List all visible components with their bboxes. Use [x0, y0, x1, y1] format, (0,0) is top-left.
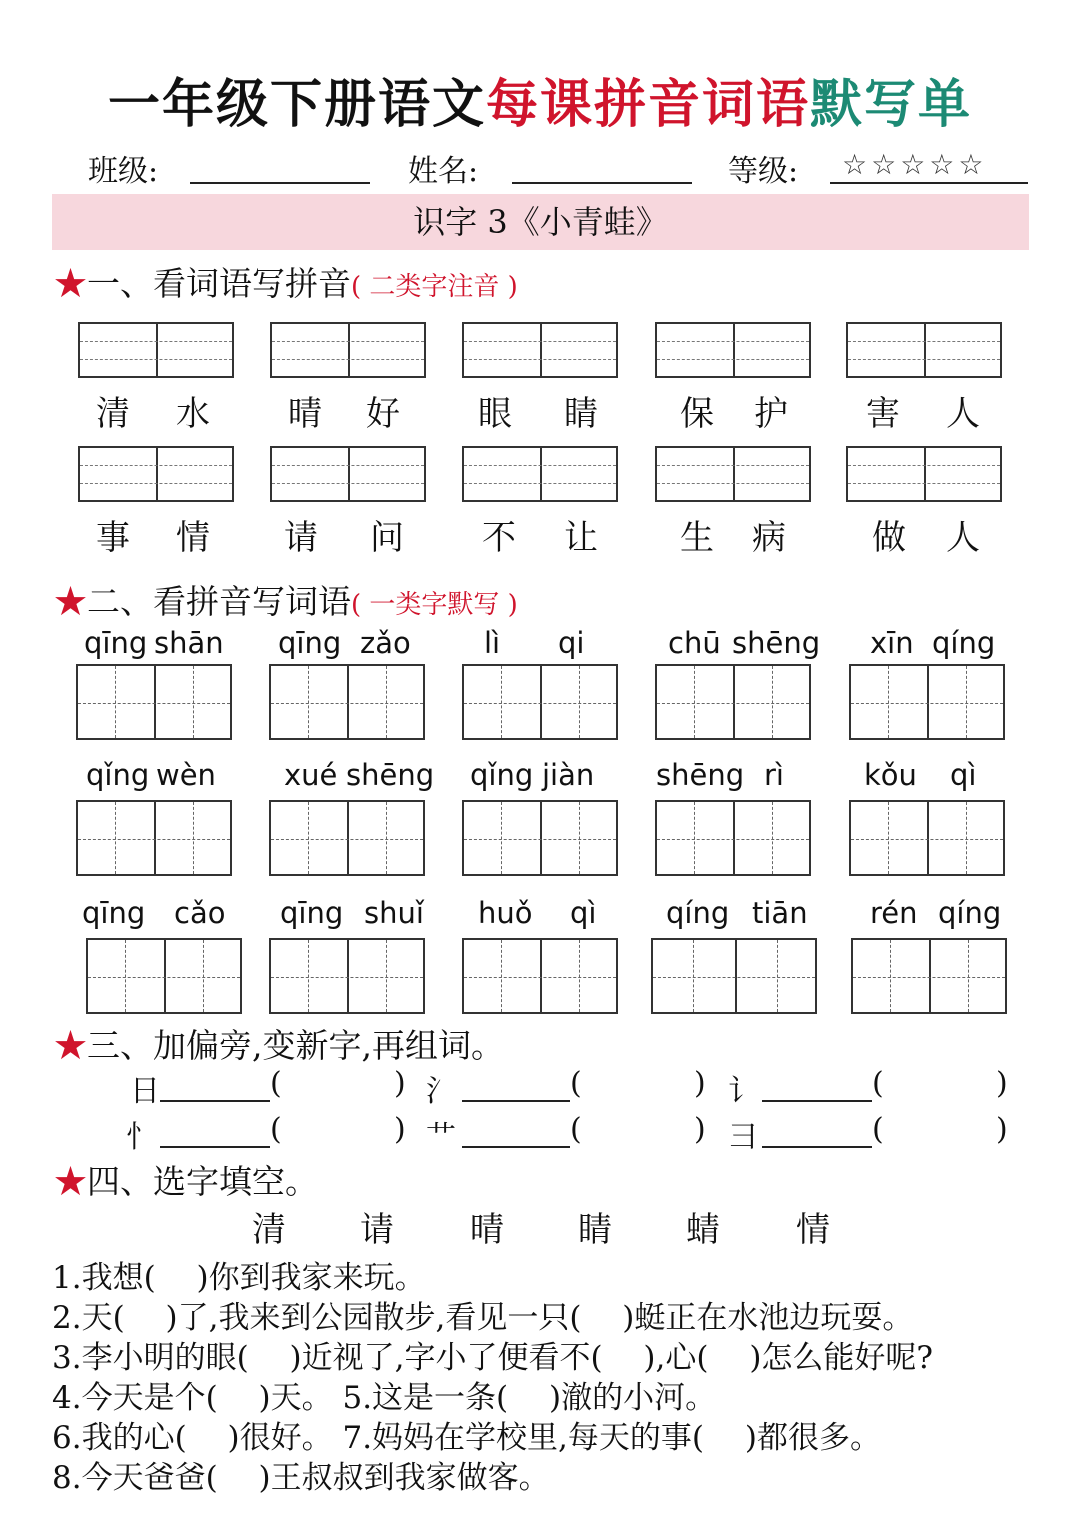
sentence-2: 2.天( )了,我来到公园散步,看见一只( )蜓正在水池边玩耍。 [52, 1300, 914, 1336]
pinyin-syllable: qīng [278, 626, 342, 660]
pinyin-syllable: huǒ [478, 896, 533, 930]
sentence-4-5: 4.今天是个( )天。 5.这是一条( )澈的小河。 [52, 1380, 717, 1416]
pinyin-syllable: qì [570, 896, 597, 930]
new-char-blank[interactable] [462, 1100, 570, 1102]
open-paren: ( [872, 1066, 884, 1101]
star-icon: ★ [54, 582, 87, 621]
pinyin-syllable: qīng [84, 626, 148, 660]
pinyin-writing-box[interactable] [655, 322, 811, 378]
word-char: 不 [482, 518, 516, 558]
open-paren: ( [872, 1112, 884, 1147]
section2-title: 二、看拼音写词语 [87, 582, 351, 621]
pinyin-writing-box[interactable] [655, 446, 811, 502]
star-icon: ★ [54, 264, 87, 303]
pinyin-syllable: qíng [938, 896, 1002, 930]
radical-grass: 艹 [426, 1120, 456, 1155]
section3-title: 三、加偏旁,变新字,再组词。 [87, 1026, 504, 1065]
section3-heading [54, 1020, 504, 1067]
open-paren: ( [570, 1112, 582, 1147]
pinyin-writing-box[interactable] [462, 322, 618, 378]
pinyin-syllable: rén [870, 896, 918, 930]
character-writing-grid[interactable] [851, 938, 1007, 1014]
pinyin-syllable: qíng [932, 626, 996, 660]
new-char-blank[interactable] [762, 1100, 872, 1102]
section2-heading [54, 576, 518, 623]
word-char: 病 [752, 518, 786, 558]
character-writing-grid[interactable] [76, 664, 232, 740]
pinyin-syllable: qì [950, 758, 977, 792]
word-char: 人 [946, 518, 980, 558]
pinyin-writing-box[interactable] [78, 322, 234, 378]
radical-water: 氵 [426, 1074, 456, 1109]
grade-field [830, 182, 1028, 184]
radical-heart: 忄 [126, 1120, 156, 1155]
section1-heading [54, 258, 518, 305]
choice-char: 请 [360, 1210, 394, 1250]
radical-speech: 讠 [728, 1074, 758, 1109]
section2-note: ( 一类字默写 ) [351, 590, 518, 620]
character-writing-grid[interactable] [269, 800, 425, 876]
section1-note: ( 二类字注音 ) [351, 272, 518, 302]
character-writing-grid[interactable] [849, 664, 1005, 740]
pinyin-syllable: xīn [870, 626, 914, 660]
pinyin-syllable: shān [154, 626, 224, 660]
close-paren: ) [394, 1066, 406, 1101]
pinyin-syllable: zǎo [360, 626, 411, 660]
pinyin-syllable: shuǐ [364, 896, 424, 930]
character-writing-grid[interactable] [462, 938, 618, 1014]
word-char: 让 [564, 518, 598, 558]
word-char: 睛 [564, 394, 598, 434]
word-char: 护 [754, 394, 788, 434]
new-char-blank[interactable] [160, 1146, 270, 1148]
pinyin-syllable: kǒu [864, 758, 917, 792]
choice-char: 情 [796, 1210, 830, 1250]
pinyin-writing-box[interactable] [78, 446, 234, 502]
close-paren: ) [996, 1112, 1008, 1147]
word-char: 事 [96, 518, 130, 558]
word-char: 做 [872, 518, 906, 558]
character-writing-grid[interactable] [462, 664, 618, 740]
word-char: 人 [946, 394, 980, 434]
sentence-6-7: 6.我的心( )很好。 7.妈妈在学校里,每天的事( )都很多。 [52, 1420, 881, 1456]
choice-char: 蜻 [686, 1210, 720, 1250]
star-icon: ★ [54, 1026, 87, 1065]
character-writing-grid[interactable] [269, 938, 425, 1014]
class-label: 班级: [88, 154, 159, 189]
sentence-8: 8.今天爸爸( )王叔叔到我家做客。 [52, 1460, 550, 1496]
choice-char: 睛 [578, 1210, 612, 1250]
sentence-1: 1.我想( )你到我家来玩。 [52, 1260, 426, 1296]
word-char: 清 [96, 394, 130, 434]
pinyin-syllable: qǐng [86, 758, 150, 792]
close-paren: ) [996, 1066, 1008, 1101]
word-char: 请 [284, 518, 318, 558]
pinyin-writing-box[interactable] [270, 446, 426, 502]
word-char: 情 [176, 518, 210, 558]
close-paren: ) [694, 1112, 706, 1147]
pinyin-writing-box[interactable] [846, 446, 1002, 502]
new-char-blank[interactable] [462, 1146, 570, 1148]
character-writing-grid[interactable] [651, 938, 817, 1014]
word-char: 害 [866, 394, 900, 434]
pinyin-writing-box[interactable] [846, 322, 1002, 378]
pinyin-syllable: cǎo [174, 896, 226, 930]
pinyin-syllable: shēng [656, 758, 745, 792]
character-writing-grid[interactable] [76, 800, 232, 876]
pinyin-syllable: qǐng [470, 758, 534, 792]
word-char: 问 [370, 518, 404, 558]
section4-title: 四、选字填空。 [87, 1162, 318, 1201]
name-field[interactable] [512, 182, 692, 184]
word-char: 保 [680, 394, 714, 434]
open-paren: ( [270, 1066, 282, 1101]
pinyin-syllable: xué [284, 758, 338, 792]
word-char: 晴 [288, 394, 322, 434]
open-paren: ( [570, 1066, 582, 1101]
choice-char: 晴 [470, 1210, 504, 1250]
sentence-3: 3.李小明的眼( )近视了,字小了便看不( ),心( )怎么能好呢? [52, 1340, 934, 1376]
character-writing-grid[interactable] [849, 800, 1005, 876]
pinyin-syllable: qíng [666, 896, 730, 930]
character-writing-grid[interactable] [462, 800, 618, 876]
pinyin-syllable: qīng [82, 896, 146, 930]
word-char: 水 [176, 394, 210, 434]
lesson-banner: 识字 3《小青蛙》 [52, 194, 1029, 250]
pinyin-syllable: jiàn [542, 758, 595, 792]
section1-title: 一、看词语写拼音 [87, 264, 351, 303]
new-char-blank[interactable] [762, 1146, 872, 1148]
pinyin-syllable: wèn [156, 758, 216, 792]
word-char: 好 [366, 394, 400, 434]
pinyin-syllable: lì [484, 626, 501, 660]
character-writing-grid[interactable] [269, 664, 425, 740]
pinyin-syllable: qi [558, 626, 585, 660]
choice-char: 清 [252, 1210, 286, 1250]
title-part-3: 默写单 [810, 74, 973, 135]
pinyin-syllable: rì [764, 758, 784, 792]
open-paren: ( [270, 1112, 282, 1147]
pinyin-writing-box[interactable] [270, 322, 426, 378]
pinyin-syllable: shēng [346, 758, 435, 792]
radical-ri: 日 [130, 1074, 160, 1109]
close-paren: ) [694, 1066, 706, 1101]
character-writing-grid[interactable] [655, 800, 811, 876]
grade-stars[interactable]: ☆☆☆☆☆ [842, 148, 988, 181]
pinyin-syllable: chū [668, 626, 721, 660]
pinyin-syllable: tiān [752, 896, 808, 930]
new-char-blank[interactable] [160, 1100, 270, 1102]
title-part-1: 一年级下册语文 [107, 74, 486, 135]
radical-snout: 彐 [728, 1120, 758, 1155]
close-paren: ) [394, 1112, 406, 1147]
character-writing-grid[interactable] [655, 664, 811, 740]
pinyin-writing-box[interactable] [462, 446, 618, 502]
star-icon: ★ [54, 1162, 87, 1201]
class-field[interactable] [190, 182, 370, 184]
character-writing-grid[interactable] [86, 938, 242, 1014]
pinyin-syllable: qīng [280, 896, 344, 930]
word-char: 生 [680, 518, 714, 558]
page-title [0, 62, 1080, 137]
title-part-2: 每课拼音词语 [485, 74, 810, 135]
section4-heading [54, 1156, 318, 1203]
grade-label: 等级: [728, 154, 799, 189]
word-char: 眼 [478, 394, 512, 434]
name-label: 姓名: [408, 154, 479, 189]
pinyin-syllable: shēng [732, 626, 821, 660]
